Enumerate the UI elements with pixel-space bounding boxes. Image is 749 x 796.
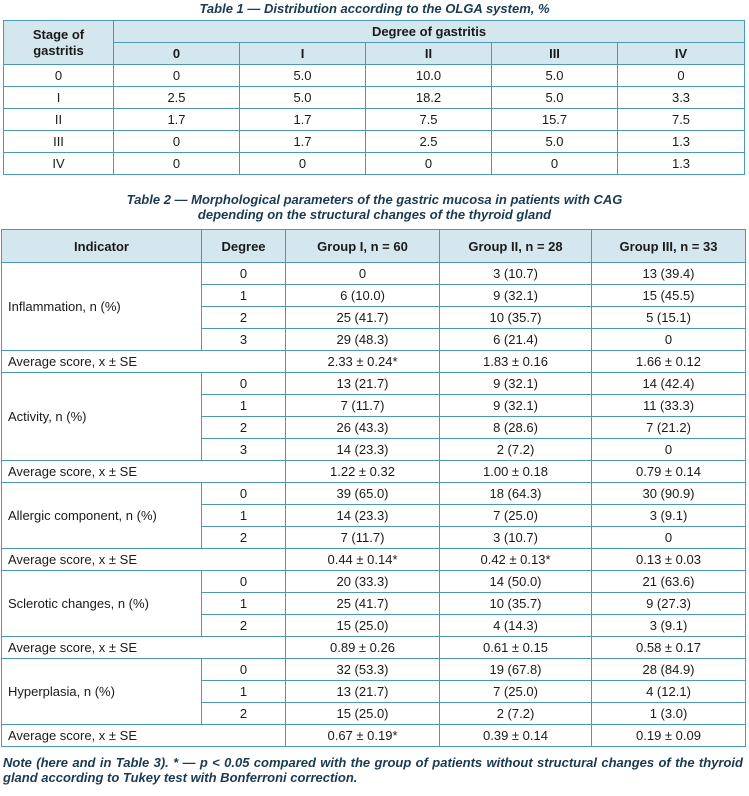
group3-cell: 4 (12.1) xyxy=(592,681,746,703)
group3-average: 0.58 ± 0.17 xyxy=(592,637,746,659)
value-cell: 10.0 xyxy=(366,65,492,87)
group1-cell: 13 (21.7) xyxy=(286,373,440,395)
value-cell: 15.7 xyxy=(492,109,618,131)
degree-col-header: III xyxy=(492,43,618,65)
average-label: Average score, x ± SE xyxy=(2,461,286,483)
value-cell: 1.3 xyxy=(618,131,745,153)
average-row xyxy=(2,461,746,483)
group2-cell: 8 (28.6) xyxy=(440,417,592,439)
indicator-cell: Sclerotic changes, n (%) xyxy=(2,571,202,637)
value-cell: 5.0 xyxy=(240,65,366,87)
group2-cell: 2 (7.2) xyxy=(440,703,592,725)
degree-header: Degree of gastritis xyxy=(114,21,745,43)
stage-cell: II xyxy=(4,109,114,131)
value-cell: 0 xyxy=(492,153,618,175)
value-cell: 0 xyxy=(366,153,492,175)
value-cell: 7.5 xyxy=(366,109,492,131)
table-row xyxy=(2,483,746,505)
degree-cell: 1 xyxy=(202,285,286,307)
average-label: Average score, x ± SE xyxy=(2,725,286,747)
group3-cell: 14 (42.4) xyxy=(592,373,746,395)
group2-cell: 18 (64.3) xyxy=(440,483,592,505)
degree-col-header: IV xyxy=(618,43,745,65)
table2-header-row xyxy=(2,230,746,263)
olga-row xyxy=(4,109,745,131)
group2-average: 0.42 ± 0.13* xyxy=(440,549,592,571)
group1-average: 2.33 ± 0.24* xyxy=(286,351,440,373)
average-row xyxy=(2,549,746,571)
group1-average: 1.22 ± 0.32 xyxy=(286,461,440,483)
degree-col-header: II xyxy=(366,43,492,65)
stage-cell: III xyxy=(4,131,114,153)
stage-cell: 0 xyxy=(4,65,114,87)
degree-cell: 2 xyxy=(202,417,286,439)
group1-cell: 14 (23.3) xyxy=(286,505,440,527)
group3-cell: 30 (90.9) xyxy=(592,483,746,505)
value-cell: 5.0 xyxy=(492,131,618,153)
degree-cell: 2 xyxy=(202,615,286,637)
degree-cell: 2 xyxy=(202,527,286,549)
group2-cell: 10 (35.7) xyxy=(440,593,592,615)
group2-cell: 7 (25.0) xyxy=(440,681,592,703)
degree-cell: 1 xyxy=(202,681,286,703)
value-cell: 2.5 xyxy=(114,87,240,109)
average-row xyxy=(2,351,746,373)
degree-col-header: 0 xyxy=(114,43,240,65)
average-label: Average score, x ± SE xyxy=(2,351,286,373)
group1-cell: 7 (11.7) xyxy=(286,395,440,417)
table1-caption: Table 1 — Distribution according to the OLGA system, % xyxy=(199,1,550,16)
group2-cell: 9 (32.1) xyxy=(440,395,592,417)
value-cell: 0 xyxy=(114,153,240,175)
degree-cell: 1 xyxy=(202,505,286,527)
indicator-cell: Inflammation, n (%) xyxy=(2,263,202,351)
group2-average: 0.39 ± 0.14 xyxy=(440,725,592,747)
degree-col-header: I xyxy=(240,43,366,65)
table2-caption xyxy=(0,192,749,222)
value-cell: 0 xyxy=(240,153,366,175)
value-cell: 5.0 xyxy=(492,65,618,87)
degree-header: Degree xyxy=(202,230,286,263)
group2-average: 1.00 ± 0.18 xyxy=(440,461,592,483)
group3-cell: 21 (63.6) xyxy=(592,571,746,593)
group2-cell: 9 (32.1) xyxy=(440,285,592,307)
stage-cell: I xyxy=(4,87,114,109)
olga-row xyxy=(4,65,745,87)
value-cell: 0 xyxy=(114,131,240,153)
group3-cell: 5 (15.1) xyxy=(592,307,746,329)
group2-cell: 19 (67.8) xyxy=(440,659,592,681)
group1-cell: 15 (25.0) xyxy=(286,615,440,637)
group2-cell: 3 (10.7) xyxy=(440,527,592,549)
indicator-header: Indicator xyxy=(2,230,202,263)
degree-cell: 2 xyxy=(202,307,286,329)
group3-cell: 13 (39.4) xyxy=(592,263,746,285)
olga-row xyxy=(4,87,745,109)
group2-cell: 7 (25.0) xyxy=(440,505,592,527)
group1-average: 0.44 ± 0.14* xyxy=(286,549,440,571)
group1-cell: 25 (41.7) xyxy=(286,593,440,615)
indicator-cell: Activity, n (%) xyxy=(2,373,202,461)
group2-cell: 9 (32.1) xyxy=(440,373,592,395)
group3-cell: 0 xyxy=(592,329,746,351)
group1-cell: 15 (25.0) xyxy=(286,703,440,725)
group1-cell: 7 (11.7) xyxy=(286,527,440,549)
group3-cell: 11 (33.3) xyxy=(592,395,746,417)
morphology-table xyxy=(1,229,746,747)
table-row xyxy=(2,263,746,285)
value-cell: 7.5 xyxy=(618,109,745,131)
group3-average: 0.19 ± 0.09 xyxy=(592,725,746,747)
group1-cell: 25 (41.7) xyxy=(286,307,440,329)
degree-cell: 0 xyxy=(202,571,286,593)
value-cell: 1.7 xyxy=(240,109,366,131)
value-cell: 1.3 xyxy=(618,153,745,175)
olga-row xyxy=(4,131,745,153)
value-cell: 2.5 xyxy=(366,131,492,153)
group3-cell: 1 (3.0) xyxy=(592,703,746,725)
group3-cell: 28 (84.9) xyxy=(592,659,746,681)
group1-cell: 29 (48.3) xyxy=(286,329,440,351)
group1-average: 0.67 ± 0.19* xyxy=(286,725,440,747)
degree-cell: 0 xyxy=(202,483,286,505)
value-cell: 5.0 xyxy=(240,87,366,109)
group2-cell: 14 (50.0) xyxy=(440,571,592,593)
degree-cell: 3 xyxy=(202,329,286,351)
group3-average: 1.66 ± 0.12 xyxy=(592,351,746,373)
group2-cell: 4 (14.3) xyxy=(440,615,592,637)
group3-cell: 0 xyxy=(592,527,746,549)
olga-row xyxy=(4,153,745,175)
group3-cell: 9 (27.3) xyxy=(592,593,746,615)
degree-cell: 0 xyxy=(202,263,286,285)
indicator-cell: Hyperplasia, n (%) xyxy=(2,659,202,725)
average-row xyxy=(2,637,746,659)
group2-average: 0.61 ± 0.15 xyxy=(440,637,592,659)
degree-cell: 0 xyxy=(202,373,286,395)
group3-cell: 15 (45.5) xyxy=(592,285,746,307)
value-cell: 1.7 xyxy=(240,131,366,153)
group3-cell: 3 (9.1) xyxy=(592,505,746,527)
stage-header: Stage of gastritis xyxy=(4,21,114,65)
degree-cell: 2 xyxy=(202,703,286,725)
degree-subheader-row xyxy=(4,43,745,65)
indicator-cell: Allergic component, n (%) xyxy=(2,483,202,549)
group2-average: 1.83 ± 0.16 xyxy=(440,351,592,373)
group3-average: 0.79 ± 0.14 xyxy=(592,461,746,483)
group3-average: 0.13 ± 0.03 xyxy=(592,549,746,571)
group3-cell: 0 xyxy=(592,439,746,461)
group1-cell: 32 (53.3) xyxy=(286,659,440,681)
group1-cell: 13 (21.7) xyxy=(286,681,440,703)
group2-header: Group II, n = 28 xyxy=(440,230,592,263)
group2-cell: 10 (35.7) xyxy=(440,307,592,329)
group3-cell: 3 (9.1) xyxy=(592,615,746,637)
average-label: Average score, x ± SE xyxy=(2,549,286,571)
table-note: Note (here and in Table 3). * — p < 0.05 compared with the group of patients without structural changes of the thyroid gland according to Tukey test with Bonferroni correction. xyxy=(3,755,743,785)
group2-cell: 3 (10.7) xyxy=(440,263,592,285)
value-cell: 3.3 xyxy=(618,87,745,109)
average-row xyxy=(2,725,746,747)
degree-cell: 3 xyxy=(202,439,286,461)
group1-header: Group I, n = 60 xyxy=(286,230,440,263)
value-cell: 18.2 xyxy=(366,87,492,109)
group1-cell: 20 (33.3) xyxy=(286,571,440,593)
table-row xyxy=(2,571,746,593)
group1-cell: 0 xyxy=(286,263,440,285)
value-cell: 0 xyxy=(114,65,240,87)
group1-cell: 6 (10.0) xyxy=(286,285,440,307)
group1-cell: 26 (43.3) xyxy=(286,417,440,439)
value-cell: 1.7 xyxy=(114,109,240,131)
table2-caption-line2: depending on the structural changes of the thyroid gland xyxy=(197,207,552,222)
average-label: Average score, x ± SE xyxy=(2,637,286,659)
group3-cell: 7 (21.2) xyxy=(592,417,746,439)
table-row xyxy=(2,659,746,681)
group2-cell: 2 (7.2) xyxy=(440,439,592,461)
table2-caption-line1: Table 2 — Morphological parameters of the gastric mucosa in patients with CAG xyxy=(126,192,623,207)
value-cell: 0 xyxy=(618,65,745,87)
degree-cell: 1 xyxy=(202,593,286,615)
degree-cell: 0 xyxy=(202,659,286,681)
group1-cell: 14 (23.3) xyxy=(286,439,440,461)
group3-header: Group III, n = 33 xyxy=(592,230,746,263)
olga-distribution-table xyxy=(3,20,745,175)
group1-cell: 39 (65.0) xyxy=(286,483,440,505)
value-cell: 5.0 xyxy=(492,87,618,109)
group2-cell: 6 (21.4) xyxy=(440,329,592,351)
stage-cell: IV xyxy=(4,153,114,175)
degree-cell: 1 xyxy=(202,395,286,417)
group1-average: 0.89 ± 0.26 xyxy=(286,637,440,659)
table-row xyxy=(2,373,746,395)
